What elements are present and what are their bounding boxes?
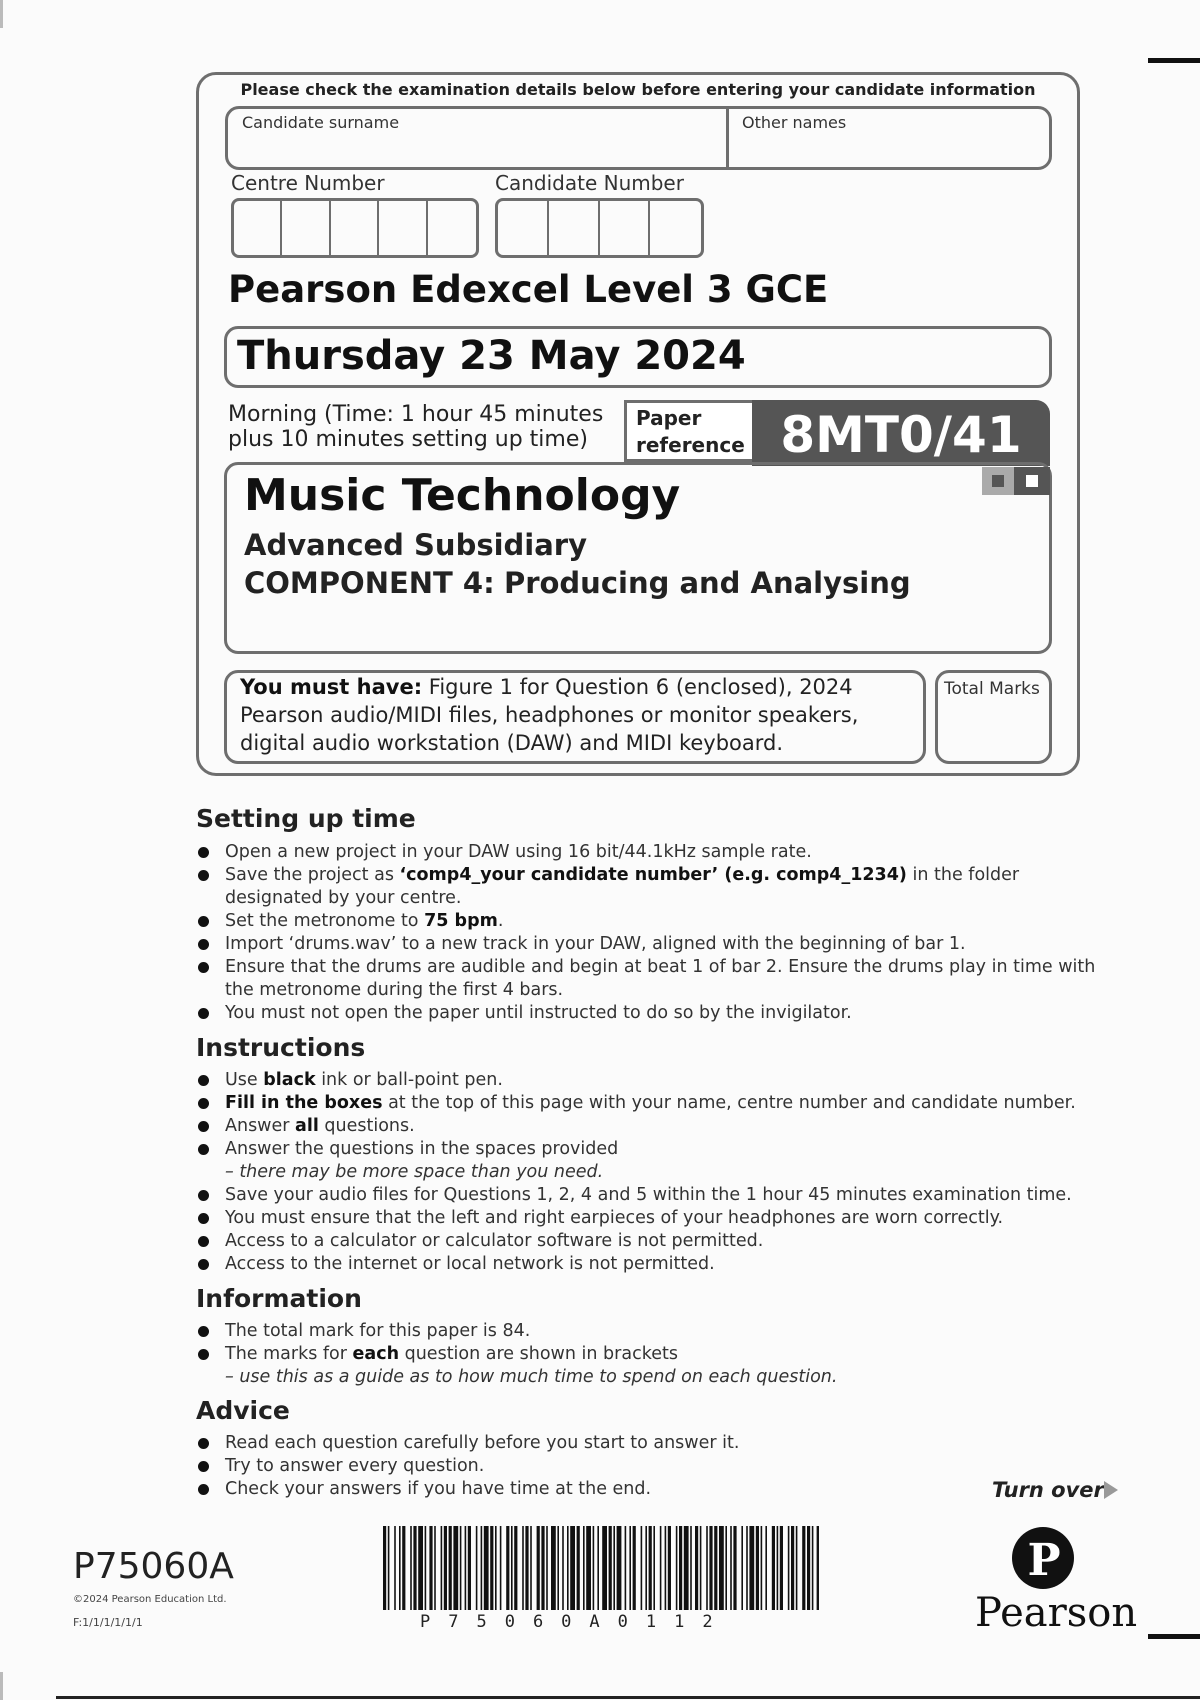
list-item (196, 1478, 1096, 1501)
barcode-bar (418, 1526, 423, 1610)
barcode-bar (709, 1526, 712, 1610)
barcode-bar (714, 1526, 717, 1610)
list-item (196, 1069, 1096, 1092)
instructions-list (196, 1069, 1096, 1276)
list-item (196, 1432, 1096, 1455)
list-item (196, 1184, 1096, 1207)
barcode-number: P75060A0112 (420, 1612, 731, 1632)
barcode-bar (668, 1526, 671, 1610)
barcode-bar (460, 1526, 462, 1610)
item-text: Import ‘drums.wav’ to a new track in your DAW, aligned with the beginning of bar 1. (225, 934, 966, 954)
barcode-bar (546, 1526, 548, 1610)
candidate-surname-label: Candidate surname (242, 113, 400, 132)
pearson-logo-icon (1011, 1526, 1075, 1590)
bottom-rule (56, 1696, 1200, 1699)
digit-box[interactable] (428, 201, 476, 255)
section-heading-information: Information (196, 1284, 362, 1313)
item-text: Answer (225, 1116, 296, 1136)
barcode-bar (449, 1526, 452, 1610)
setting-up-list (196, 841, 1096, 1025)
barcode-bar (780, 1526, 783, 1610)
digit-box[interactable] (282, 201, 330, 255)
item-text: The total mark for this paper is 84. (225, 1321, 531, 1341)
item-text: Use (225, 1070, 264, 1090)
barcode-bar (586, 1526, 591, 1610)
barcode-bar (525, 1526, 528, 1610)
list-item (196, 1138, 1096, 1184)
barcode-bar (557, 1526, 559, 1610)
item-text: Access to a calculator or calculator software is not permitted. (225, 1231, 764, 1251)
barcode-bar (788, 1526, 790, 1610)
barcode-bar (684, 1526, 689, 1610)
item-text: ink or ball-point pen. (315, 1070, 503, 1090)
item-emphasis: each (352, 1344, 400, 1364)
barcode-bar (490, 1526, 493, 1610)
barcode-bar (562, 1526, 564, 1610)
barcode-bar (383, 1526, 386, 1610)
barcode-bar (413, 1526, 416, 1610)
barcode-bar (388, 1526, 390, 1610)
barcode-bar (706, 1526, 708, 1610)
section-heading-instructions: Instructions (196, 1033, 366, 1062)
square-marker-icon (1014, 467, 1050, 495)
item-emphasis: all (295, 1116, 319, 1136)
section-heading-setting-up: Setting up time (196, 804, 416, 833)
barcode-bar (817, 1526, 819, 1610)
requirements-label: You must have: (240, 675, 423, 699)
form-code: F:1/1/1/1/1/1 (73, 1616, 143, 1629)
digit-box[interactable] (331, 201, 379, 255)
paper-reference-code: 8MT0/41 (752, 400, 1050, 466)
barcode-bar (570, 1526, 575, 1610)
barcode-bar (522, 1526, 524, 1610)
barcode-bar (756, 1526, 759, 1610)
barcode-bar (741, 1526, 743, 1610)
barcode-bar (625, 1526, 627, 1610)
barcode-bar (700, 1526, 702, 1610)
centre-number-boxes[interactable] (231, 198, 479, 258)
barcode-bar (749, 1526, 754, 1610)
item-emphasis: Fill in the boxes (225, 1093, 383, 1113)
paper-code: P75060A (73, 1546, 234, 1587)
barcode-bar (465, 1526, 467, 1610)
candidate-number-boxes[interactable] (495, 198, 704, 258)
barcode-bar (802, 1526, 805, 1610)
item-text: questions. (318, 1116, 415, 1136)
square-marker-icon (982, 467, 1014, 495)
information-list (196, 1320, 1096, 1389)
barcode-bar (583, 1526, 585, 1610)
barcode-bar (537, 1526, 540, 1610)
barcode-bar (495, 1526, 497, 1610)
exam-date: Thursday 23 May 2024 (237, 333, 746, 379)
exam-time-line: plus 10 minutes setting up time) (228, 427, 588, 452)
exam-time-line: Morning (Time: 1 hour 45 minutes (228, 402, 604, 427)
item-text: Save your audio files for Questions 1, 2, 4 and 5 within the 1 hour 45 minutes examination time. (225, 1185, 1072, 1205)
barcode-bar (444, 1526, 447, 1610)
barcode-bar (665, 1526, 667, 1610)
list-item (196, 933, 1096, 956)
other-names-label: Other names (742, 113, 847, 132)
component-name: Producing and Analysing (503, 566, 911, 600)
list-item (196, 1230, 1096, 1253)
list-item (196, 910, 1096, 933)
crop-mark (1148, 58, 1200, 63)
paper-reference-label-line: reference (636, 433, 745, 457)
qualification-title: Pearson Edexcel Level 3 GCE (228, 268, 829, 311)
barcode-bar (765, 1526, 767, 1610)
list-item (196, 1002, 1096, 1025)
list-item (196, 841, 1096, 864)
barcode-bar (761, 1526, 763, 1610)
barcode-bar (660, 1526, 662, 1610)
list-item (196, 1092, 1096, 1115)
item-emphasis: ‘comp4_your candidate number’ (e.g. comp4_1234) (399, 865, 907, 885)
barcode-bar (676, 1526, 678, 1610)
item-text: Try to answer every question. (225, 1456, 485, 1476)
paper-reference-label (624, 400, 752, 462)
barcode-bar (468, 1526, 471, 1610)
barcode-bar (725, 1526, 727, 1610)
requirements-text (240, 673, 910, 757)
copyright-notice: ©2024 Pearson Education Ltd. (73, 1594, 227, 1605)
barcode-bar (399, 1526, 401, 1610)
barcode-bar (434, 1526, 436, 1610)
barcode-bar (653, 1526, 655, 1610)
barcode-bar (690, 1526, 692, 1610)
barcode-bar (476, 1526, 478, 1610)
crop-mark (0, 1672, 3, 1700)
barcode-bar (633, 1526, 636, 1610)
digit-box[interactable] (600, 201, 651, 255)
barcode-bar (679, 1526, 682, 1610)
item-text: You must not open the paper until instructed to do so by the invigilator. (225, 1003, 852, 1023)
exam-time (228, 402, 603, 452)
barcode-bar (551, 1526, 556, 1610)
barcode-bar (807, 1526, 810, 1610)
crop-mark (0, 0, 3, 28)
barcode-bar (506, 1526, 509, 1610)
barcode-bar (796, 1526, 798, 1610)
barcode-icon (383, 1526, 819, 1610)
barcode-bar (777, 1526, 779, 1610)
barcode-bar (481, 1526, 483, 1610)
item-text: Set the metronome to (225, 911, 425, 931)
barcode-bar (772, 1526, 775, 1610)
logo-letter: P (1027, 1535, 1061, 1586)
subject-title: Music Technology (244, 470, 681, 521)
barcode-bar (484, 1526, 489, 1610)
barcode-bar (541, 1526, 544, 1610)
name-box-divider (726, 107, 729, 168)
barcode-bar (577, 1526, 580, 1610)
section-heading-advice: Advice (196, 1396, 290, 1425)
item-text: Ensure that the drums are audible and begin at beat 1 of bar 2. Ensure the drums play in time with the metronome during the first 4 bars. (225, 957, 1096, 1000)
item-text: Read each question carefully before you start to answer it. (225, 1433, 740, 1453)
item-emphasis: 75 bpm (424, 911, 498, 931)
barcode-bar (645, 1526, 647, 1610)
barcode-bar (567, 1526, 569, 1610)
barcode-bar (733, 1526, 736, 1610)
barcode-bar (597, 1526, 599, 1610)
barcode-bar (602, 1526, 607, 1610)
item-emphasis: black (263, 1070, 316, 1090)
list-item (196, 864, 1096, 910)
barcode-bar (410, 1526, 412, 1610)
list-item (196, 1343, 1096, 1389)
list-item (196, 1115, 1096, 1138)
advice-list (196, 1432, 1096, 1501)
digit-box[interactable] (234, 201, 282, 255)
turn-over-arrow-icon (1104, 1481, 1118, 1499)
barcode-bar (641, 1526, 643, 1610)
barcode-bar (429, 1526, 432, 1610)
requirements-list: Figure 1 for Question 6 (enclosed), 2024 Pearson audio/MIDI files, headphones or monitor speakers, digital audio workstation (DAW) and MIDI keyboard. (240, 675, 859, 755)
barcode-bar (394, 1526, 396, 1610)
paper-reference-label-line: Paper (636, 406, 702, 430)
barcode-bar (730, 1526, 732, 1610)
barcode-bar (441, 1526, 443, 1610)
barcode-bar (617, 1526, 622, 1610)
turn-over-label: Turn over (992, 1478, 1104, 1502)
barcode-bar (649, 1526, 652, 1610)
barcode-bar (629, 1526, 631, 1610)
item-note: – there may be more space than you need. (225, 1162, 604, 1182)
item-text: Open a new project in your DAW using 16 bit/44.1kHz sample rate. (225, 842, 812, 862)
list-item (196, 956, 1096, 1002)
barcode-bar (719, 1526, 724, 1610)
examination-details-note: Please check the examination details below before entering your candidate information (240, 80, 1036, 99)
barcode-bar (746, 1526, 748, 1610)
digit-box[interactable] (498, 201, 549, 255)
barcode-bar (500, 1526, 502, 1610)
item-text: The marks for (225, 1344, 353, 1364)
candidate-number-label: Candidate Number (495, 171, 684, 195)
barcode-bar (511, 1526, 513, 1610)
digit-box[interactable] (379, 201, 427, 255)
digit-box[interactable] (650, 201, 701, 255)
item-text: Access to the internet or local network is not permitted. (225, 1254, 715, 1274)
barcode-bar (453, 1526, 458, 1610)
digit-box[interactable] (549, 201, 600, 255)
item-text: Check your answers if you have time at the end. (225, 1479, 652, 1499)
item-text: question are shown in brackets (399, 1344, 678, 1364)
centre-number-label: Centre Number (231, 171, 385, 195)
qualification-level: Advanced Subsidiary (244, 528, 588, 562)
item-text: Answer the questions in the spaces provided (225, 1139, 619, 1159)
list-item (196, 1207, 1096, 1230)
total-marks-label: Total Marks (944, 679, 1040, 699)
publisher-name: Pearson (975, 1590, 1138, 1636)
item-text: at the top of this page with your name, centre number and candidate number. (382, 1093, 1076, 1113)
list-item (196, 1455, 1096, 1478)
crop-mark (1148, 1634, 1200, 1639)
barcode-bar (425, 1526, 427, 1610)
barcode-bar (613, 1526, 615, 1610)
item-text: . (497, 911, 504, 931)
barcode-bar (402, 1526, 405, 1610)
list-item (196, 1253, 1096, 1276)
barcode-bar (593, 1526, 595, 1610)
item-text: You must ensure that the left and right earpieces of your headphones are worn correctly. (225, 1208, 1004, 1228)
component-title (244, 566, 911, 600)
barcode-bar (530, 1526, 532, 1610)
barcode-bar (812, 1526, 814, 1610)
barcode-bar (695, 1526, 698, 1610)
component-number: COMPONENT 4: (244, 566, 495, 600)
item-text: Save the project as (225, 865, 400, 885)
barcode-bar (791, 1526, 794, 1610)
item-note: – use this as a guide as to how much time to spend on each question. (225, 1367, 838, 1387)
barcode-bar (514, 1526, 517, 1610)
list-item (196, 1320, 1096, 1343)
barcode-bar (609, 1526, 612, 1610)
item-text: in the folder designated by your centre. (225, 865, 1020, 908)
